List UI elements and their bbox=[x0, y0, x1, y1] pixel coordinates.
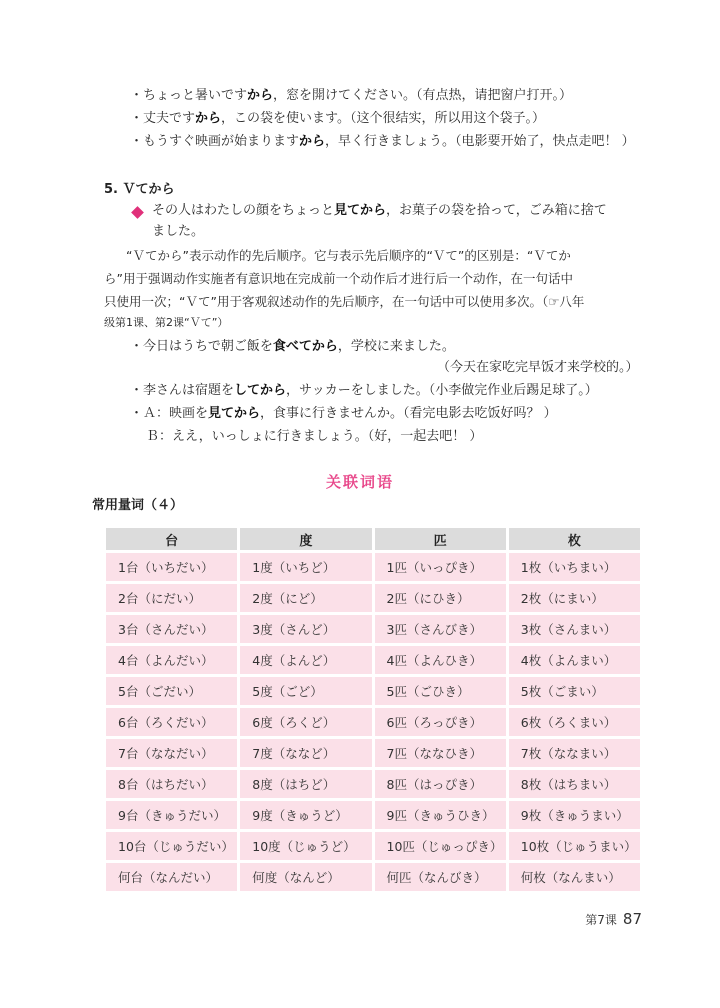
table-cell: 5匹（ごひき） bbox=[375, 677, 506, 705]
table-cell: 6匹（ろっぴき） bbox=[375, 708, 506, 736]
table-cell: 8匹（はっぴき） bbox=[375, 770, 506, 798]
table-cell: 何度（なんど） bbox=[240, 863, 371, 891]
example-line-2: ・丈夫ですから，この袋を使います。（这个很结实，所以用这个袋子。） bbox=[130, 111, 545, 126]
table-cell: 2匹（にひき） bbox=[375, 584, 506, 612]
table-cell: 9度（きゅうど） bbox=[240, 801, 371, 829]
subtitle-counters: 常用量词（４） bbox=[92, 498, 184, 513]
table-cell: 10枚（じゅうまい） bbox=[509, 832, 640, 860]
table-row bbox=[106, 708, 640, 736]
intro-sentence-cont: ました。 bbox=[152, 224, 205, 239]
example-dialog-a: ・Ａ：映画を見てから，食事に行きませんか。（看完电影去吃饭好吗？ ） bbox=[130, 406, 557, 421]
table-cell: 6度（ろくど） bbox=[240, 708, 371, 736]
table-cell: 1匹（いっぴき） bbox=[375, 553, 506, 581]
table-cell: 6枚（ろくまい） bbox=[509, 708, 640, 736]
table-row bbox=[106, 739, 640, 767]
table-row bbox=[106, 553, 640, 581]
explanation-line-2: ら”用于强调动作实施者有意识地在完成前一个动作后才进行后一个动作，在一句话中 bbox=[104, 271, 573, 286]
example-line-3: ・もうすぐ映画が始まりますから，早く行きましょう。（电影要开始了，快点走吧！ ） bbox=[130, 134, 635, 149]
explanation-line-3: 只使用一次；“Ｖて”用于客观叙述动作的先后顺序，在一句话中可以使用多次。（☞八年 bbox=[104, 294, 585, 309]
example-line-1: ・ちょっと暑いですから，窓を開けてください。（有点热，请把窗户打开。） bbox=[130, 88, 573, 103]
table-row bbox=[106, 646, 640, 674]
section-heading: 5. Ｖてから bbox=[104, 182, 175, 197]
table-row bbox=[106, 584, 640, 612]
table-cell: 1度（いちど） bbox=[240, 553, 371, 581]
table-cell: 何匹（なんびき） bbox=[375, 863, 506, 891]
header-cell: 枚 bbox=[509, 528, 640, 550]
table-cell: 2台（にだい） bbox=[106, 584, 237, 612]
table-row bbox=[106, 770, 640, 798]
page-footer bbox=[585, 910, 642, 928]
table-cell: 9匹（きゅうひき） bbox=[375, 801, 506, 829]
table-cell: 1枚（いちまい） bbox=[509, 553, 640, 581]
table-cell: 7枚（ななまい） bbox=[509, 739, 640, 767]
table-row bbox=[106, 801, 640, 829]
example-dialog-b: Ｂ：ええ，いっしょに行きましょう。（好，一起去吧！ ） bbox=[146, 429, 483, 444]
table-cell: 10匹（じゅっぴき） bbox=[375, 832, 506, 860]
table-cell: 5度（ごど） bbox=[240, 677, 371, 705]
table-row bbox=[106, 677, 640, 705]
table-cell: 9台（きゅうだい） bbox=[106, 801, 237, 829]
table-cell: 8枚（はちまい） bbox=[509, 770, 640, 798]
table-row bbox=[106, 615, 640, 643]
table-cell: 10台（じゅうだい） bbox=[106, 832, 237, 860]
table-cell: 6台（ろくだい） bbox=[106, 708, 237, 736]
table-cell: 何枚（なんまい） bbox=[509, 863, 640, 891]
explanation-line-1: “Ｖてから”表示动作的先后顺序。它与表示先后顺序的“Ｖて”的区别是：“Ｖてか bbox=[126, 248, 571, 263]
table-cell: 3台（さんだい） bbox=[106, 615, 237, 643]
table-cell: 7台（ななだい） bbox=[106, 739, 237, 767]
explanation-line-4: 级第1课、第2课“Ｖて”） bbox=[104, 316, 229, 329]
table-cell: 4匹（よんひき） bbox=[375, 646, 506, 674]
table-cell: 10度（じゅうど） bbox=[240, 832, 371, 860]
table-cell: 3度（さんど） bbox=[240, 615, 371, 643]
table-cell: 5台（ごだい） bbox=[106, 677, 237, 705]
example-tabete-translation: （今天在家吃完早饭才来学校的。） bbox=[437, 360, 639, 375]
table-cell: 1台（いちだい） bbox=[106, 553, 237, 581]
table-cell: 3匹（さんびき） bbox=[375, 615, 506, 643]
table-cell: 4台（よんだい） bbox=[106, 646, 237, 674]
table-cell: 5枚（ごまい） bbox=[509, 677, 640, 705]
header-cell: 匹 bbox=[375, 528, 506, 550]
table-cell: 3枚（さんまい） bbox=[509, 615, 640, 643]
intro-sentence: その人はわたしの顔をちょっと見てから，お菓子の袋を拾って，ごみ箱に捨て bbox=[152, 203, 607, 218]
table-cell: 4枚（よんまい） bbox=[509, 646, 640, 674]
diamond-bullet-icon bbox=[131, 206, 144, 219]
section-title-related: 关联词语 bbox=[325, 473, 394, 491]
page-number: 87 bbox=[622, 910, 642, 928]
table-cell: 2度（にど） bbox=[240, 584, 371, 612]
table-row bbox=[106, 863, 640, 891]
header-cell: 度 bbox=[240, 528, 371, 550]
table-cell: 7度（ななど） bbox=[240, 739, 371, 767]
table-row bbox=[106, 832, 640, 860]
table-cell: 8度（はちど） bbox=[240, 770, 371, 798]
table-cell: 8台（はちだい） bbox=[106, 770, 237, 798]
example-shitekara: ・李さんは宿題をしてから，サッカーをしました。（小李做完作业后踢足球了。） bbox=[130, 383, 598, 398]
lesson-label: 第7课 bbox=[585, 913, 617, 927]
table-cell: 4度（よんど） bbox=[240, 646, 371, 674]
table-cell: 9枚（きゅうまい） bbox=[509, 801, 640, 829]
table-header-row bbox=[106, 528, 640, 550]
header-cell: 台 bbox=[106, 528, 237, 550]
table-cell: 何台（なんだい） bbox=[106, 863, 237, 891]
counter-table bbox=[103, 525, 643, 894]
table-cell: 7匹（ななひき） bbox=[375, 739, 506, 767]
example-tabete: ・今日はうちで朝ご飯を食べてから，学校に来ました。 bbox=[130, 339, 455, 354]
table-cell: 2枚（にまい） bbox=[509, 584, 640, 612]
